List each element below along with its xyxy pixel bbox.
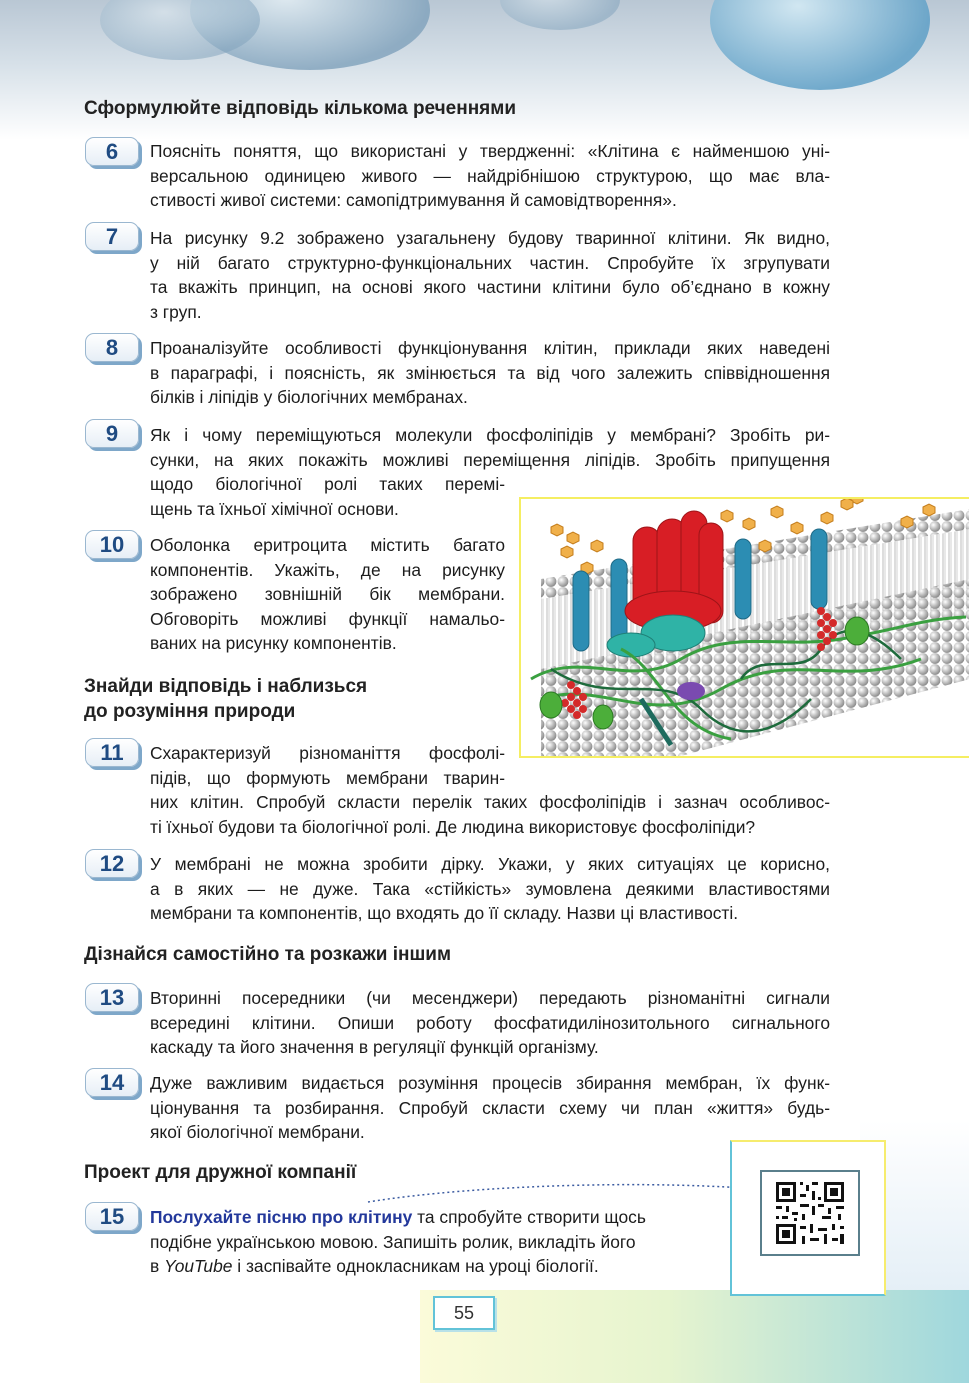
text-line: у ній багато структурно-функціональних частин. Спробуйте їх згрупувати	[150, 252, 830, 273]
text-line: ціонування та розбирання. Спробуй скласти схему чи план «життя» будь-	[150, 1097, 830, 1118]
youtube-text: YouTube	[164, 1256, 233, 1277]
membrane-illustration	[521, 499, 969, 756]
text-line: них клітин. Спробуй скласти перелік таких фосфоліпідів і зазнач особливос-	[150, 792, 830, 813]
text-line: каскаду та його значення в регуляції функцій організму.	[150, 1037, 599, 1058]
text-line	[150, 1254, 710, 1279]
text-line: Вторинні посередники (чи месенджери) передають різноманітні сигнали	[150, 988, 830, 1008]
qr-code-frame	[760, 1170, 860, 1256]
heading-line: Знайди відповідь і наблизься	[84, 676, 368, 697]
membrane-figure	[519, 497, 969, 758]
text-line: з груп.	[150, 301, 202, 322]
qr-code-box	[730, 1140, 886, 1296]
footer-decoration	[420, 1290, 969, 1383]
text-line: а в яких — не дуже. Така «стійкість» зумовлена деякими властивостями	[150, 878, 830, 899]
question-text-10	[150, 533, 505, 656]
text-line: білків і ліпідів у біологічних мембранах.	[150, 387, 468, 408]
text-line: всередині клітини. Опиши роботу фосфатидилінозитольного сигнального	[150, 1012, 830, 1033]
question-text-8	[150, 336, 830, 410]
text-line: На рисунку 9.2 зображено узагальнену будову тваринної клітини. Як видно,	[150, 228, 830, 248]
question-text-6	[150, 139, 830, 213]
text-line: Проаналізуйте особливості функціонування клітин, приклади яких наведені	[150, 338, 830, 358]
question-number-10: 10	[85, 530, 139, 559]
question-text-11	[150, 741, 830, 839]
text-line: Як і чому переміщуються молекули фосфоліпідів у мембрані? Зробіть ри-	[150, 425, 830, 445]
question-number-6: 6	[85, 137, 139, 166]
question-number-11: 11	[85, 738, 139, 767]
text-line: Схарактеризуй різноманіття фосфолі-	[150, 743, 505, 763]
text-line: У мембрані не можна зробити дірку. Укажи, у яких ситуаціях це корисно,	[150, 854, 830, 874]
text-line: компонентів. Укажіть, де на рисунку	[150, 559, 505, 580]
text-line: щодо біологічної ролі таких перемі-	[150, 474, 505, 495]
text-line: ті їхньої будови та біологічної ролі. Де людина використовує фосфоліпіди?	[150, 816, 756, 837]
text-fragment: в	[150, 1256, 165, 1277]
question-text-15	[150, 1205, 710, 1279]
text-line: Оболонка еритроцита містить багато	[150, 535, 505, 555]
section-heading-formulate: Сформулюйте відповідь кількома реченнями	[84, 98, 517, 119]
text-fragment: і заспівайте однокласникам на уроці біології.	[232, 1256, 599, 1277]
text-fragment: та спробуйте створити щось	[412, 1207, 646, 1227]
section-heading-learn-yourself: Дізнайся самостійно та розкажи іншим	[84, 944, 452, 965]
question-number-13: 13	[85, 983, 139, 1012]
text-line	[150, 1205, 710, 1230]
text-line: та вкажіть принцип, на основі якого частини клітини було об’єднано в кожну	[150, 277, 830, 298]
question-number-9: 9	[85, 419, 139, 448]
text-line: Поясніть поняття, що використані у твердженні: «Клітина є найменшою уні-	[150, 141, 830, 161]
text-line: версальною одиницею живого — найдрібнішою структурою, що має вла-	[150, 165, 830, 186]
question-number-12: 12	[85, 849, 139, 878]
question-number-8: 8	[85, 333, 139, 362]
text-line: мембрани та компонентів, що входять до її складу. Назви ці властивості.	[150, 903, 739, 924]
question-number-15: 15	[85, 1202, 139, 1231]
text-line: якої біологічної мембрани.	[150, 1122, 365, 1143]
question-text-13	[150, 986, 830, 1060]
heading-line: до розуміння природи	[84, 701, 296, 722]
text-line: Обговоріть можливі функції намальо-	[150, 608, 505, 629]
text-line: стивості живої системи: самопідтримування й самовідтворення».	[150, 190, 677, 211]
text-line: в параграфі, і поясність, як змінюється та від чого залежить співвідношення	[150, 362, 830, 383]
section-heading-find-answer	[84, 674, 367, 724]
question-number-14: 14	[85, 1068, 139, 1097]
text-line: щень та їхньої хімічної основи.	[150, 498, 399, 519]
text-line: подібне українською мовою. Запишіть ролик, викладіть його	[150, 1231, 636, 1252]
text-line: ваних на рисунку компонентів.	[150, 633, 397, 654]
question-text-12	[150, 852, 830, 926]
song-link[interactable]: Послухайте пісню про клітину	[150, 1207, 413, 1227]
text-line: зображено зовнішній бік мембрани.	[150, 584, 505, 605]
text-line: Дуже важливим видається розуміння процесів збирання мембран, їх функ-	[150, 1073, 830, 1093]
question-number-7: 7	[85, 222, 139, 251]
text-line: сунки, на яких покажіть можливі переміщення ліпідів. Зробіть припущення	[150, 449, 830, 470]
question-text-7	[150, 226, 830, 324]
page-number: 55	[433, 1296, 495, 1330]
section-heading-project: Проект для дружної компанії	[84, 1162, 357, 1183]
qr-code-icon[interactable]	[762, 1172, 858, 1254]
question-text-14	[150, 1071, 830, 1145]
text-line: підів, що формують мембрани тварин-	[150, 767, 505, 788]
